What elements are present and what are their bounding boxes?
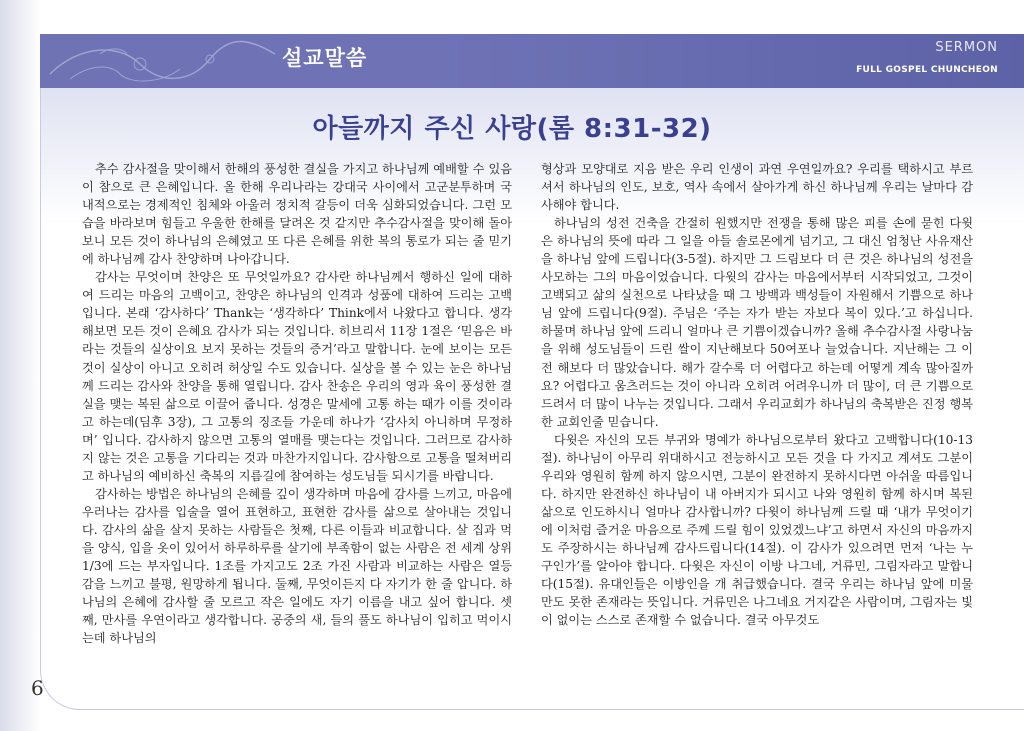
left-column xyxy=(82,160,512,647)
section-title: 설교말씀 xyxy=(282,46,368,70)
church-name: FULL GOSPEL CHUNCHEON xyxy=(856,65,998,75)
page-number: 6 xyxy=(31,676,44,700)
paragraph: 다윗은 자신의 모든 부귀와 명예가 하나님으로부터 왔다고 고백합니다(10-13절). 하나님이 아무리 위대하시고 전능하시고 모든 것을 다 가지고 계셔도 그분이 우리와 영원히 함께 하지 않으시면, 그분이 완전하지 못하시다면 아쉬울 따름입니다. 하지만 완전하신 하나님이 내 아버지가 되시고 나와 영원히 함께 하시며 복된 삶으로 인도하시니 얼마나 감사합니까? 다윗이 하나님께 드릴 때 ‘내가 무엇이기에 이처럼 즐거운 마음으로 주께 드릴 힘이 있었겠느냐’고 하면서 자신의 마음까지도 주장하시는 하나님께 감사드립니다(14절). 이 감사가 있으려면 먼저 ‘나는 누구인가’를 알아야 합니다. 다윗은 자신이 이방 나그네, 거류민, 그림자라고 말합니다(15절). 유대인들은 이방인을 개 취급했습니다. 결국 우리는 하나님 앞에 미물만도 못한 존재라는 뜻입니다. 거류민은 나그네요 거지같은 사람이며, 그림자는 빛이 없이는 스스로 존재할 수 없습니다. 결국 아무것도 xyxy=(541,432,973,628)
paragraph: 형상과 모양대로 지음 받은 우리 인생이 과연 우연일까요? 우리를 택하시고 부르셔서 하나님의 인도, 보호, 역사 속에서 살아가게 하신 하나님께 우리는 날마다 감사해야 합니다. xyxy=(541,162,973,213)
sermon-label: SERMON xyxy=(935,40,998,55)
paragraph: 감사하는 방법은 하나님의 은혜를 깊이 생각하며 마음에 감사를 느끼고, 마음에 우러나는 감사를 입술을 열어 표현하고, 표현한 감사를 삶으로 살아내는 것입니다. 감사의 삶을 살지 못하는 사람들은 첫째, 다른 이들과 비교합니다. 살 집과 먹을 양식, 입을 옷이 있어서 하루하루를 살기에 부족함이 없는 사람은 전 세계 상위 1/3에 드는 부자입니다. 1조를 가지고도 2조 가진 사람과 비교하는 사람은 열등감을 느끼고 불평, 원망하게 됩니다. 둘째, 무엇이든지 다 자기가 한 줄 압니다. 하나님의 은혜에 감사할 줄 모르고 작은 일에도 자기 이름을 내고 싶어 합니다. 셋째, 만사를 우연이라고 생각합니다. 공중의 새, 들의 풀도 하나님이 입히고 먹이시는데 하나님의 xyxy=(82,486,512,646)
paragraph: 추수 감사절을 맞이해서 한해의 풍성한 결실을 가지고 하나님께 예배할 수 있음이 참으로 큰 은혜입니다. 올 한해 우리나라는 강대국 사이에서 고군분투하며 국내적으로는 경제적인 침체와 아울러 정치적 갈등이 더욱 심화되었습니다. 그런 모습을 바라보며 힘들고 우울한 한해를 달려온 것 같지만 추수감사절을 맞이해 돌아보니 모든 것이 하나님의 은혜였고 또 다른 은혜를 위한 복의 통로가 되는 줄 믿기에 하나님께 감사 찬양하며 나아갑니다. xyxy=(82,162,512,267)
right-column xyxy=(541,160,973,629)
sermon-title: 아들까지 주신 사랑(롬 8:31-32) xyxy=(312,114,712,144)
swirl-ornament-icon xyxy=(40,34,280,88)
paragraph: 감사는 무엇이며 찬양은 또 무엇일까요? 감사란 하나님께서 행하신 일에 대하여 드리는 마음의 고백이고, 찬양은 하나님의 인격과 성품에 대하여 드리는 고백입니다. 본래 ‘감사하다’ Thank는 ‘생각하다’ Think에서 나왔다고 합니다. 생각해보면 모든 것이 은혜요 감사가 되는 것입니다. 히브리서 11장 1절은 ‘믿음은 바라는 것들의 실상이요 보지 못하는 것들의 증거’라고 말합니다. 눈에 보이는 모든 것이 실상이 아니고 오히려 허상일 수도 있습니다. 실상을 볼 수 있는 눈은 하나님께 드리는 감사와 찬양을 통해 열립니다. 감사 찬송은 우리의 영과 육이 풍성한 결실을 맺는 복된 삶으로 이끌어 줍니다. 성경은 말세에 고통 하는 때가 이를 것이라고 하는데(딤후 3장), 그 고통의 징조들 가운데 하나가 ‘감사치 아니하며 무정하며’ 입니다. 감사하지 않으면 고통의 열매를 맺는다는 것입니다. 그러므로 감사하지 않는 것은 고통을 기다리는 것과 마찬가지입니다. 감사함으로 고통을 떨쳐버리고 하나님의 예비하신 축복의 지름길에 참여하는 성도님들 되시기를 바랍니다. xyxy=(82,270,512,483)
paragraph: 하나님의 성전 건축을 간절히 원했지만 전쟁을 통해 많은 피를 손에 묻힌 다윗은 하나님의 뜻에 따라 그 일을 아들 솔로몬에게 넘기고, 그 대신 엄청난 사유재산을 하나님 앞에 드립니다(3-5절). 하지만 그 드림보다 더 큰 것은 하나님의 성전을 사모하는 그의 마음이었습니다. 다윗의 감사는 마음에서부터 시작되었고, 그것이 고백되고 삶의 실천으로 나타났을 때 그 방백과 백성들이 자원해서 기쁨으로 하나님 앞에 드립니다(9절). 주님은 ‘주는 자가 받는 자보다 복이 있다.’고 하십니다. 하물며 하나님 앞에 드리니 얼마나 큰 기쁨이겠습니까? 올해 추수감사절 사랑나눔을 위해 성도님들이 드린 쌀이 지난해보다 50여포나 늘었습니다. 지난해는 그 이전 해보다 더 많았습니다. 해가 갈수록 더 어렵다고 하는데 어떻게 계속 많아질까요? 어렵다고 움츠러드는 것이 아니라 오히려 어려우니까 더 많이, 더 큰 기쁨으로 드려서 더 많이 나누는 것입니다. 그래서 우리교회가 하나님의 축복받은 진정 행복한 교회인줄 믿습니다. xyxy=(541,216,973,429)
